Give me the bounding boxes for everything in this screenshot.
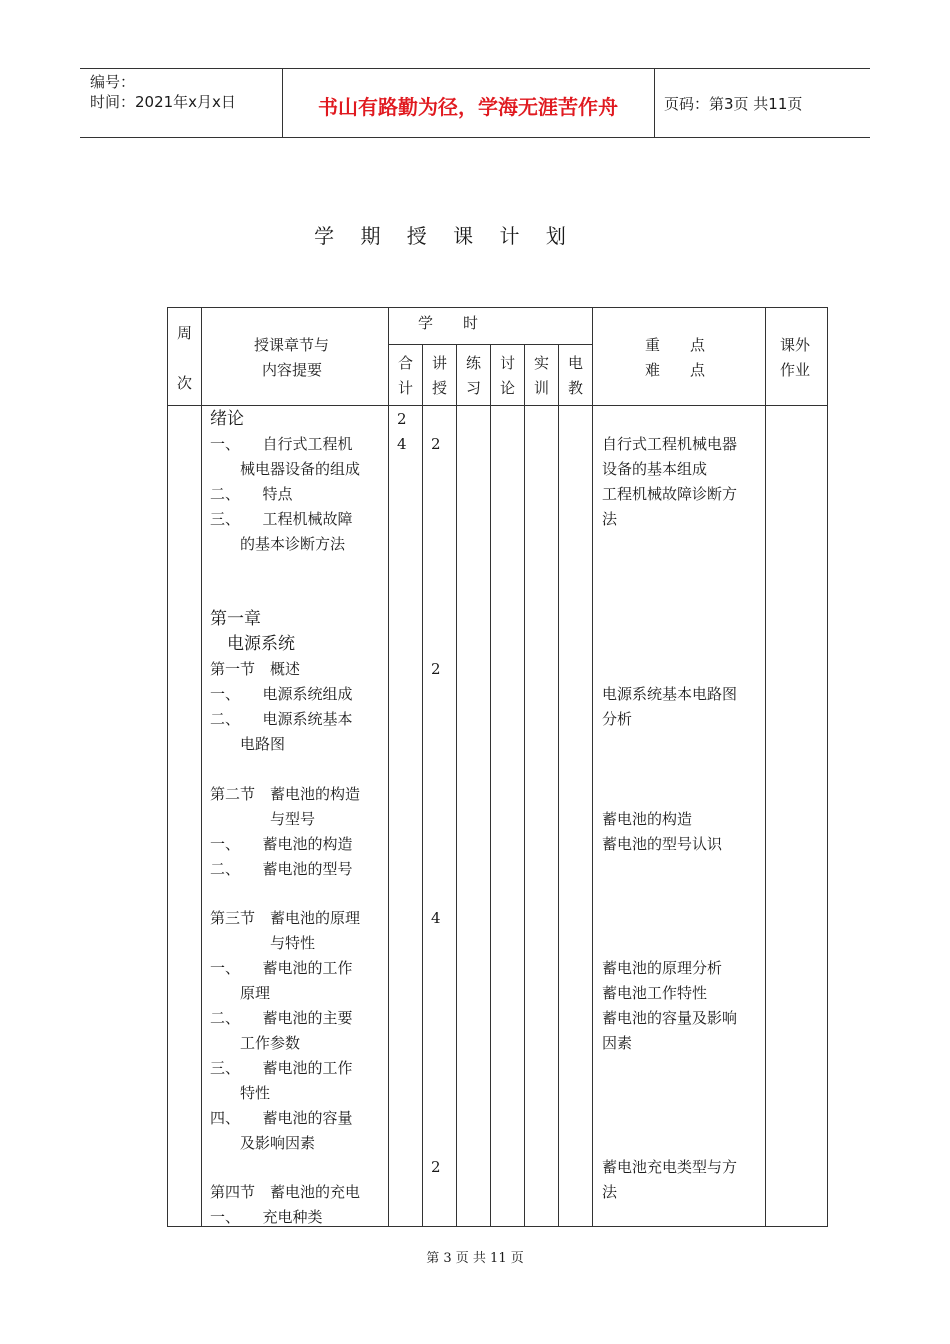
chapter-heading: 绪论 [210,409,244,429]
homework-header: 作业 [780,361,811,379]
content-line: 工作参数 [210,1034,301,1052]
discuss-header: 论 [500,379,516,397]
lecture-header: 授 [432,379,448,397]
elearn-header: 电 [568,354,584,372]
key-point-line: 分析 [602,710,633,728]
page-header [80,68,870,138]
key-point-line: 蓄电池的容量及影响 [602,1009,738,1027]
elearn-header: 教 [568,379,584,397]
motto-text: 书山有路勤为径，学海无涯苦作舟 [318,95,618,119]
key-point-line: 电源系统基本电路图 [602,685,738,703]
col-divider [388,308,389,1226]
content-line: 电路图 [210,735,286,753]
content-line: 与特性 [210,934,316,952]
content-line: 特性 [210,1084,271,1102]
code-label: 编号： [90,73,136,91]
week-header: 周 [177,324,193,342]
practice-header: 习 [466,379,482,397]
col-divider [765,308,766,1226]
key-point-line: 工程机械故障诊断方 [602,485,738,503]
total-hours-value: 4 [397,435,407,453]
content-line: 第四节 蓄电池的充电 [210,1183,361,1201]
key-point-line: 蓄电池工作特性 [602,984,708,1002]
col-divider [422,344,423,1226]
content-line: 第三节 蓄电池的原理 [210,909,361,927]
lecture-hours-value: 2 [431,1158,441,1176]
total-hours-value: 2 [397,410,407,428]
col-divider [592,308,593,1226]
content-line: 二、 蓄电池的主要 [210,1009,353,1027]
content-line: 二、 蓄电池的型号 [210,860,353,878]
key-point-line: 蓄电池的原理分析 [602,959,723,977]
content-line: 三、 蓄电池的工作 [210,1059,353,1077]
content-line: 四、 蓄电池的容量 [210,1109,353,1127]
col-divider [456,344,457,1226]
key-point-line: 蓄电池的构造 [602,810,693,828]
date-label: 时间：2021年x月x日 [90,93,236,111]
lecture-hours-value: 4 [431,909,441,927]
row-divider [388,344,592,345]
training-header: 训 [534,379,550,397]
practice-header: 练 [466,354,482,372]
lecture-hours-value: 2 [431,435,441,453]
content-line: 第二节 蓄电池的构造 [210,785,361,803]
key-point-line: 自行式工程机械电器 [602,435,738,453]
discuss-header: 讨 [500,354,516,372]
content-line: 的基本诊断方法 [210,535,346,553]
content-line: 一、 蓄电池的工作 [210,959,353,977]
col-divider [490,344,491,1226]
col-divider [201,308,202,1226]
content-line: 一、 充电种类 [210,1208,323,1226]
chapter-heading: 电源系统 [210,634,295,654]
col-divider [524,344,525,1226]
lecture-header: 讲 [432,354,448,372]
content-header: 内容提要 [262,361,323,379]
content-line: 一、 蓄电池的构造 [210,835,353,853]
lecture-hours-value: 2 [431,660,441,678]
content-line: 三、 工程机械故障 [210,510,353,528]
key-points-header: 重 点 [645,336,706,354]
key-point-line: 设备的基本组成 [602,460,708,478]
total-header: 计 [398,379,414,397]
training-header: 实 [534,354,550,372]
key-point-line: 蓄电池充电类型与方 [602,1158,738,1176]
homework-header: 课外 [780,336,811,354]
key-points-header: 难 点 [645,361,706,379]
key-point-line: 法 [602,510,618,528]
schedule-table [167,307,828,1227]
content-line: 二、 特点 [210,485,293,503]
content-line: 第一节 概述 [210,660,301,678]
content-line: 械电器设备的组成 [210,460,361,478]
week-header: 次 [177,374,193,392]
content-line: 一、 自行式工程机 [210,435,353,453]
content-line: 一、 电源系统组成 [210,685,353,703]
page-number-label: 页码：第3页 共11页 [664,95,803,113]
key-point-line: 蓄电池的型号认识 [602,835,723,853]
content-line: 与型号 [210,810,316,828]
content-line: 及影响因素 [210,1134,316,1152]
page-title: 学 期 授 课 计 划 [314,224,576,248]
hours-header: 学 时 [418,314,479,332]
header-info-cell [80,69,283,137]
content-line: 二、 电源系统基本 [210,710,353,728]
key-point-line: 因素 [602,1034,633,1052]
col-divider [558,344,559,1226]
header-page-cell [654,69,870,137]
row-divider [168,405,827,406]
page-footer: 第 3 页 共 11 页 [426,1251,524,1266]
chapter-heading: 第一章 [210,609,261,629]
content-header: 授课章节与 [254,336,330,354]
total-header: 合 [398,354,414,372]
key-point-line: 法 [602,1183,618,1201]
content-line: 原理 [210,984,271,1002]
header-motto-cell [282,69,655,137]
